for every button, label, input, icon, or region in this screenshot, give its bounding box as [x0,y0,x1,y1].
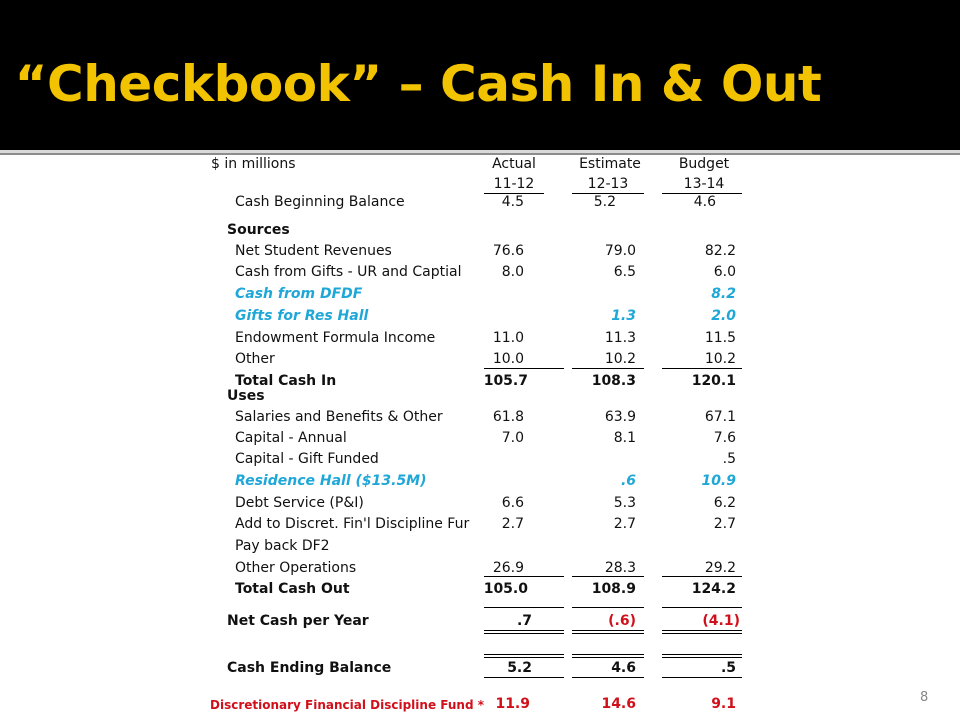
row-label: Gifts for Res Hall [235,308,369,324]
subtotal-line-estimate [572,576,644,577]
cell-actual: 7.0 [501,430,524,446]
cell-estimate: 4.6 [611,660,636,676]
cell-estimate: 63.9 [604,409,636,425]
row-label: Capital - Gift Funded [235,451,379,467]
row-label: Net Student Revenues [235,243,392,259]
row-label: Net Cash per Year [227,613,369,629]
row-label: Discretionary Financial Discipline Fund * [210,698,484,712]
row-label: Debt Service (P&I) [235,495,364,511]
row-label: Cash from Gifts - UR and Captial [235,264,462,280]
cell-estimate: 108.3 [591,373,636,389]
cell-estimate: 5.2 [593,194,616,210]
subtotal-line-estimate [572,368,644,369]
cell-estimate: 5.3 [613,495,636,511]
net-underline2-actual [484,633,564,634]
cell-estimate: 108.9 [591,581,636,597]
cell-budget: 6.2 [713,495,736,511]
col-header-actual: Actual [492,156,536,172]
cell-budget: 11.5 [704,330,736,346]
cell-budget: 124.2 [691,581,736,597]
row-label: Total Cash Out [235,581,350,597]
cell-actual: 105.0 [483,581,528,597]
col-header-estimate: Estimate [579,156,641,172]
cell-budget: 82.2 [704,243,736,259]
ending-line2-budget [662,657,742,658]
cell-budget: 10.2 [704,351,736,367]
subtotal-line-budget [662,576,742,577]
cell-actual: 4.5 [501,194,524,210]
ending-line-actual [484,654,564,655]
unit-label: $ in millions [211,156,296,172]
row-label: Other Operations [235,560,357,576]
ending-line-budget [662,654,742,655]
row-label: Cash Ending Balance [227,660,392,676]
cell-estimate: (.6) [608,613,636,629]
cell-budget: 9.1 [711,696,736,712]
ending-line2-actual [484,657,564,658]
subtotal-line-actual [484,368,564,369]
ending-underline-budget [662,677,742,678]
cell-estimate: 10.2 [604,351,636,367]
subtotal-line-actual [484,576,564,577]
cell-estimate: 79.0 [604,243,636,259]
cell-actual: .7 [516,613,532,629]
col-header-budget: Budget [678,156,730,172]
net-line-budget [662,607,742,608]
subtotal-line-budget [662,368,742,369]
cell-budget: .5 [722,451,736,467]
cell-actual: 2.7 [501,516,524,532]
col-period-actual: 11-12 [493,176,535,192]
row-label: Total Cash In [235,373,337,389]
cell-actual: 11.9 [495,696,530,712]
col-period-estimate: 12-13 [587,176,629,192]
cell-actual: 8.0 [501,264,524,280]
net-line-actual [484,607,564,608]
cell-budget: 29.2 [704,560,736,576]
cell-budget: (4.1) [702,613,740,629]
net-line-estimate [572,607,644,608]
row-label: Cash Beginning Balance [235,194,405,210]
cell-budget: 7.6 [713,430,736,446]
cell-budget: 10.9 [701,473,736,489]
cell-budget: 4.6 [693,194,716,210]
row-label: Endowment Formula Income [235,330,436,346]
net-underline2-estimate [572,633,644,634]
col-period-budget: 13-14 [683,176,725,192]
cell-actual: 61.8 [492,409,524,425]
cell-budget: 67.1 [704,409,736,425]
row-label: Cash from DFDF [235,286,363,302]
sources-header: Sources [227,222,290,238]
row-label: Residence Hall ($13.5M) [235,473,427,489]
ending-line2-estimate [572,657,644,658]
uses-header: Uses [227,388,265,404]
cell-estimate: 6.5 [613,264,636,280]
cell-estimate: 14.6 [601,696,636,712]
cell-actual: 76.6 [492,243,524,259]
cell-estimate: .6 [620,473,636,489]
row-label: Pay back DF2 [235,538,330,554]
net-underline-estimate [572,630,644,631]
row-label: Other [235,351,275,367]
cell-actual: 5.2 [507,660,532,676]
ending-line-estimate [572,654,644,655]
cell-estimate: 11.3 [604,330,636,346]
cell-actual: 11.0 [492,330,524,346]
cell-budget: 8.2 [711,286,736,302]
cell-estimate: 8.1 [613,430,636,446]
ending-underline-actual [484,677,564,678]
cell-estimate: 1.3 [611,308,636,324]
cell-estimate: 28.3 [604,560,636,576]
cell-actual: 26.9 [492,560,524,576]
row-label: Salaries and Benefits & Other [235,409,443,425]
cell-actual: 10.0 [492,351,524,367]
title-rule-shadow [0,153,960,155]
ending-underline-estimate [572,677,644,678]
cell-budget: 6.0 [713,264,736,280]
cell-actual: 105.7 [483,373,528,389]
page-number: 8 [920,690,929,705]
cell-budget: 120.1 [691,373,736,389]
cell-budget: 2.7 [713,516,736,532]
cell-estimate: 2.7 [613,516,636,532]
net-underline2-budget [662,633,742,634]
row-label: Capital - Annual [235,430,347,446]
cell-budget: .5 [720,660,736,676]
slide-title: “Checkbook” – Cash In & Out [14,55,822,113]
row-label: Add to Discret. Fin'l Discipline Fur [235,516,470,532]
net-underline-budget [662,630,742,631]
cell-budget: 2.0 [711,308,736,324]
cell-actual: 6.6 [501,495,524,511]
net-underline-actual [484,630,564,631]
